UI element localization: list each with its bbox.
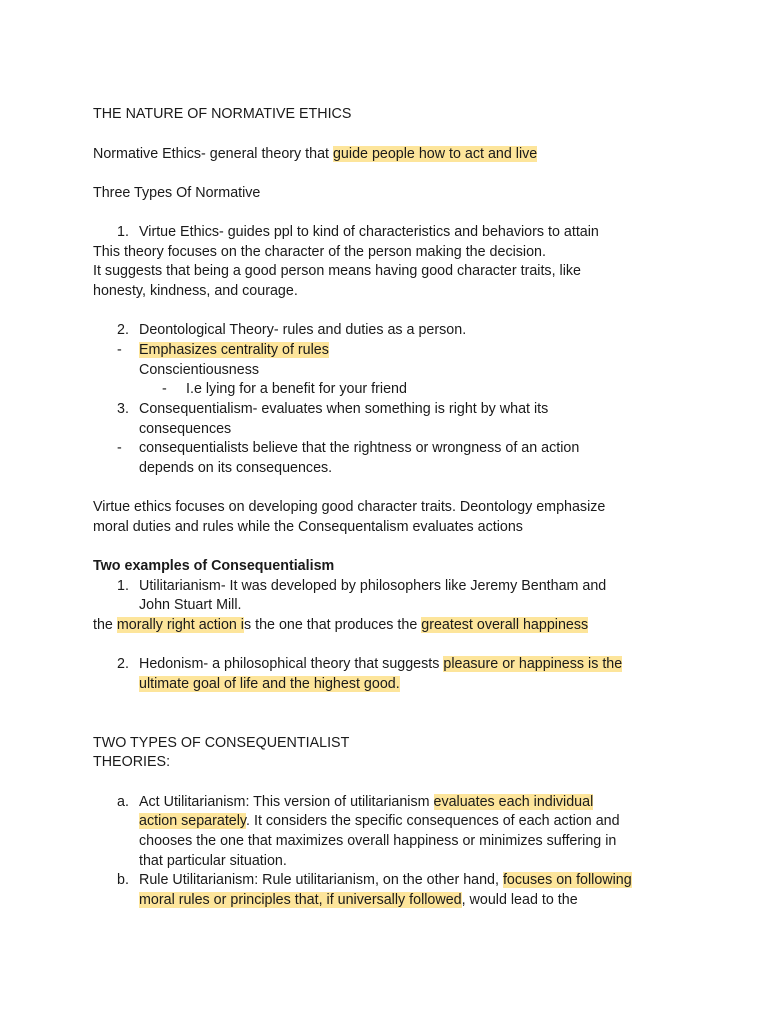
list-item-consequentialism: Consequentialism- evaluates when something is right by what its: [139, 401, 549, 417]
paragraph-line: It suggests that being a good person means having good character traits, like: [93, 263, 581, 279]
dash-bullet: -: [117, 342, 122, 358]
text: Act Utilitarianism: This version of utilitarianism: [139, 794, 434, 810]
paragraph-line: [139, 891, 578, 911]
examples-heading: Two examples of Consequentialism: [93, 558, 335, 574]
types-heading: Three Types Of Normative: [93, 185, 261, 201]
section-heading: TWO TYPES OF CONSEQUENTIALIST: [93, 735, 350, 751]
highlight: ultimate goal of life and the highest good.: [139, 676, 400, 692]
paragraph-line: depends on its consequences.: [139, 460, 333, 476]
highlight: guide people how to act and live: [332, 146, 538, 162]
text: s the one that produces the: [244, 617, 422, 633]
highlighted-line: [139, 341, 329, 361]
text: , would lead to the: [461, 892, 578, 908]
definition-line: [93, 145, 537, 165]
list-letter: b.: [117, 872, 129, 888]
utilitarianism-line: [93, 616, 588, 636]
text: Normative Ethics- general theory that: [93, 146, 333, 162]
list-item-deontological: Deontological Theory- rules and duties as a person.: [139, 322, 467, 338]
list-number: 2.: [117, 656, 129, 672]
list-number: 2.: [117, 322, 129, 338]
document-title: THE NATURE OF NORMATIVE ETHICS: [93, 106, 352, 122]
list-letter: a.: [117, 794, 129, 810]
list-item-hedonism: [139, 655, 622, 675]
highlight: evaluates each individual: [433, 794, 594, 810]
highlight: action separately: [139, 813, 247, 829]
highlight: Emphasizes centrality of rules: [139, 342, 329, 358]
list-item-utilitarianism: Utilitarianism- It was developed by philosophers like Jeremy Bentham and: [139, 578, 607, 594]
highlight: moral rules or principles that, if universally followed: [139, 892, 462, 908]
paragraph-line: Conscientiousness: [139, 362, 260, 378]
list-item-rule-utilitarianism: [139, 871, 632, 891]
highlight: greatest overall happiness: [421, 617, 589, 633]
text: . It considers the specific consequences of each action and: [246, 813, 620, 829]
summary-line: moral duties and rules while the Consequentalism evaluates actions: [93, 519, 523, 535]
paragraph-line: that particular situation.: [139, 853, 287, 869]
list-number: 1.: [117, 578, 129, 594]
sub-bullet-text: I.e lying for a benefit for your friend: [186, 381, 407, 397]
list-number: 3.: [117, 401, 129, 417]
paragraph-line: [139, 812, 620, 832]
dash-bullet: -: [117, 440, 122, 456]
text: Rule Utilitarianism: Rule utilitarianism, on the other hand,: [139, 872, 503, 888]
section-heading: THEORIES:: [93, 754, 171, 770]
highlight: morally right action i: [116, 617, 244, 633]
highlighted-line: [139, 675, 400, 695]
list-number: 1.: [117, 224, 129, 240]
paragraph-line: John Stuart Mill.: [139, 597, 242, 613]
summary-line: Virtue ethics focuses on developing good character traits. Deontology emphasize: [93, 499, 606, 515]
text: Hedonism- a philosophical theory that suggests: [139, 656, 444, 672]
list-item-virtue: Virtue Ethics- guides ppl to kind of characteristics and behaviors to attain: [139, 224, 599, 240]
highlight: focuses on following: [502, 872, 632, 888]
paragraph-line: consequentialists believe that the rightness or wrongness of an action: [139, 440, 580, 456]
paragraph-line: consequences: [139, 421, 232, 437]
paragraph-line: chooses the one that maximizes overall happiness or minimizes suffering in: [139, 833, 617, 849]
dash-bullet: -: [162, 381, 167, 397]
paragraph-line: This theory focuses on the character of the person making the decision.: [93, 244, 546, 260]
list-item-act-utilitarianism: [139, 793, 593, 813]
paragraph-line: honesty, kindness, and courage.: [93, 283, 298, 299]
text: the: [93, 617, 117, 633]
highlight: pleasure or happiness is the: [443, 656, 623, 672]
